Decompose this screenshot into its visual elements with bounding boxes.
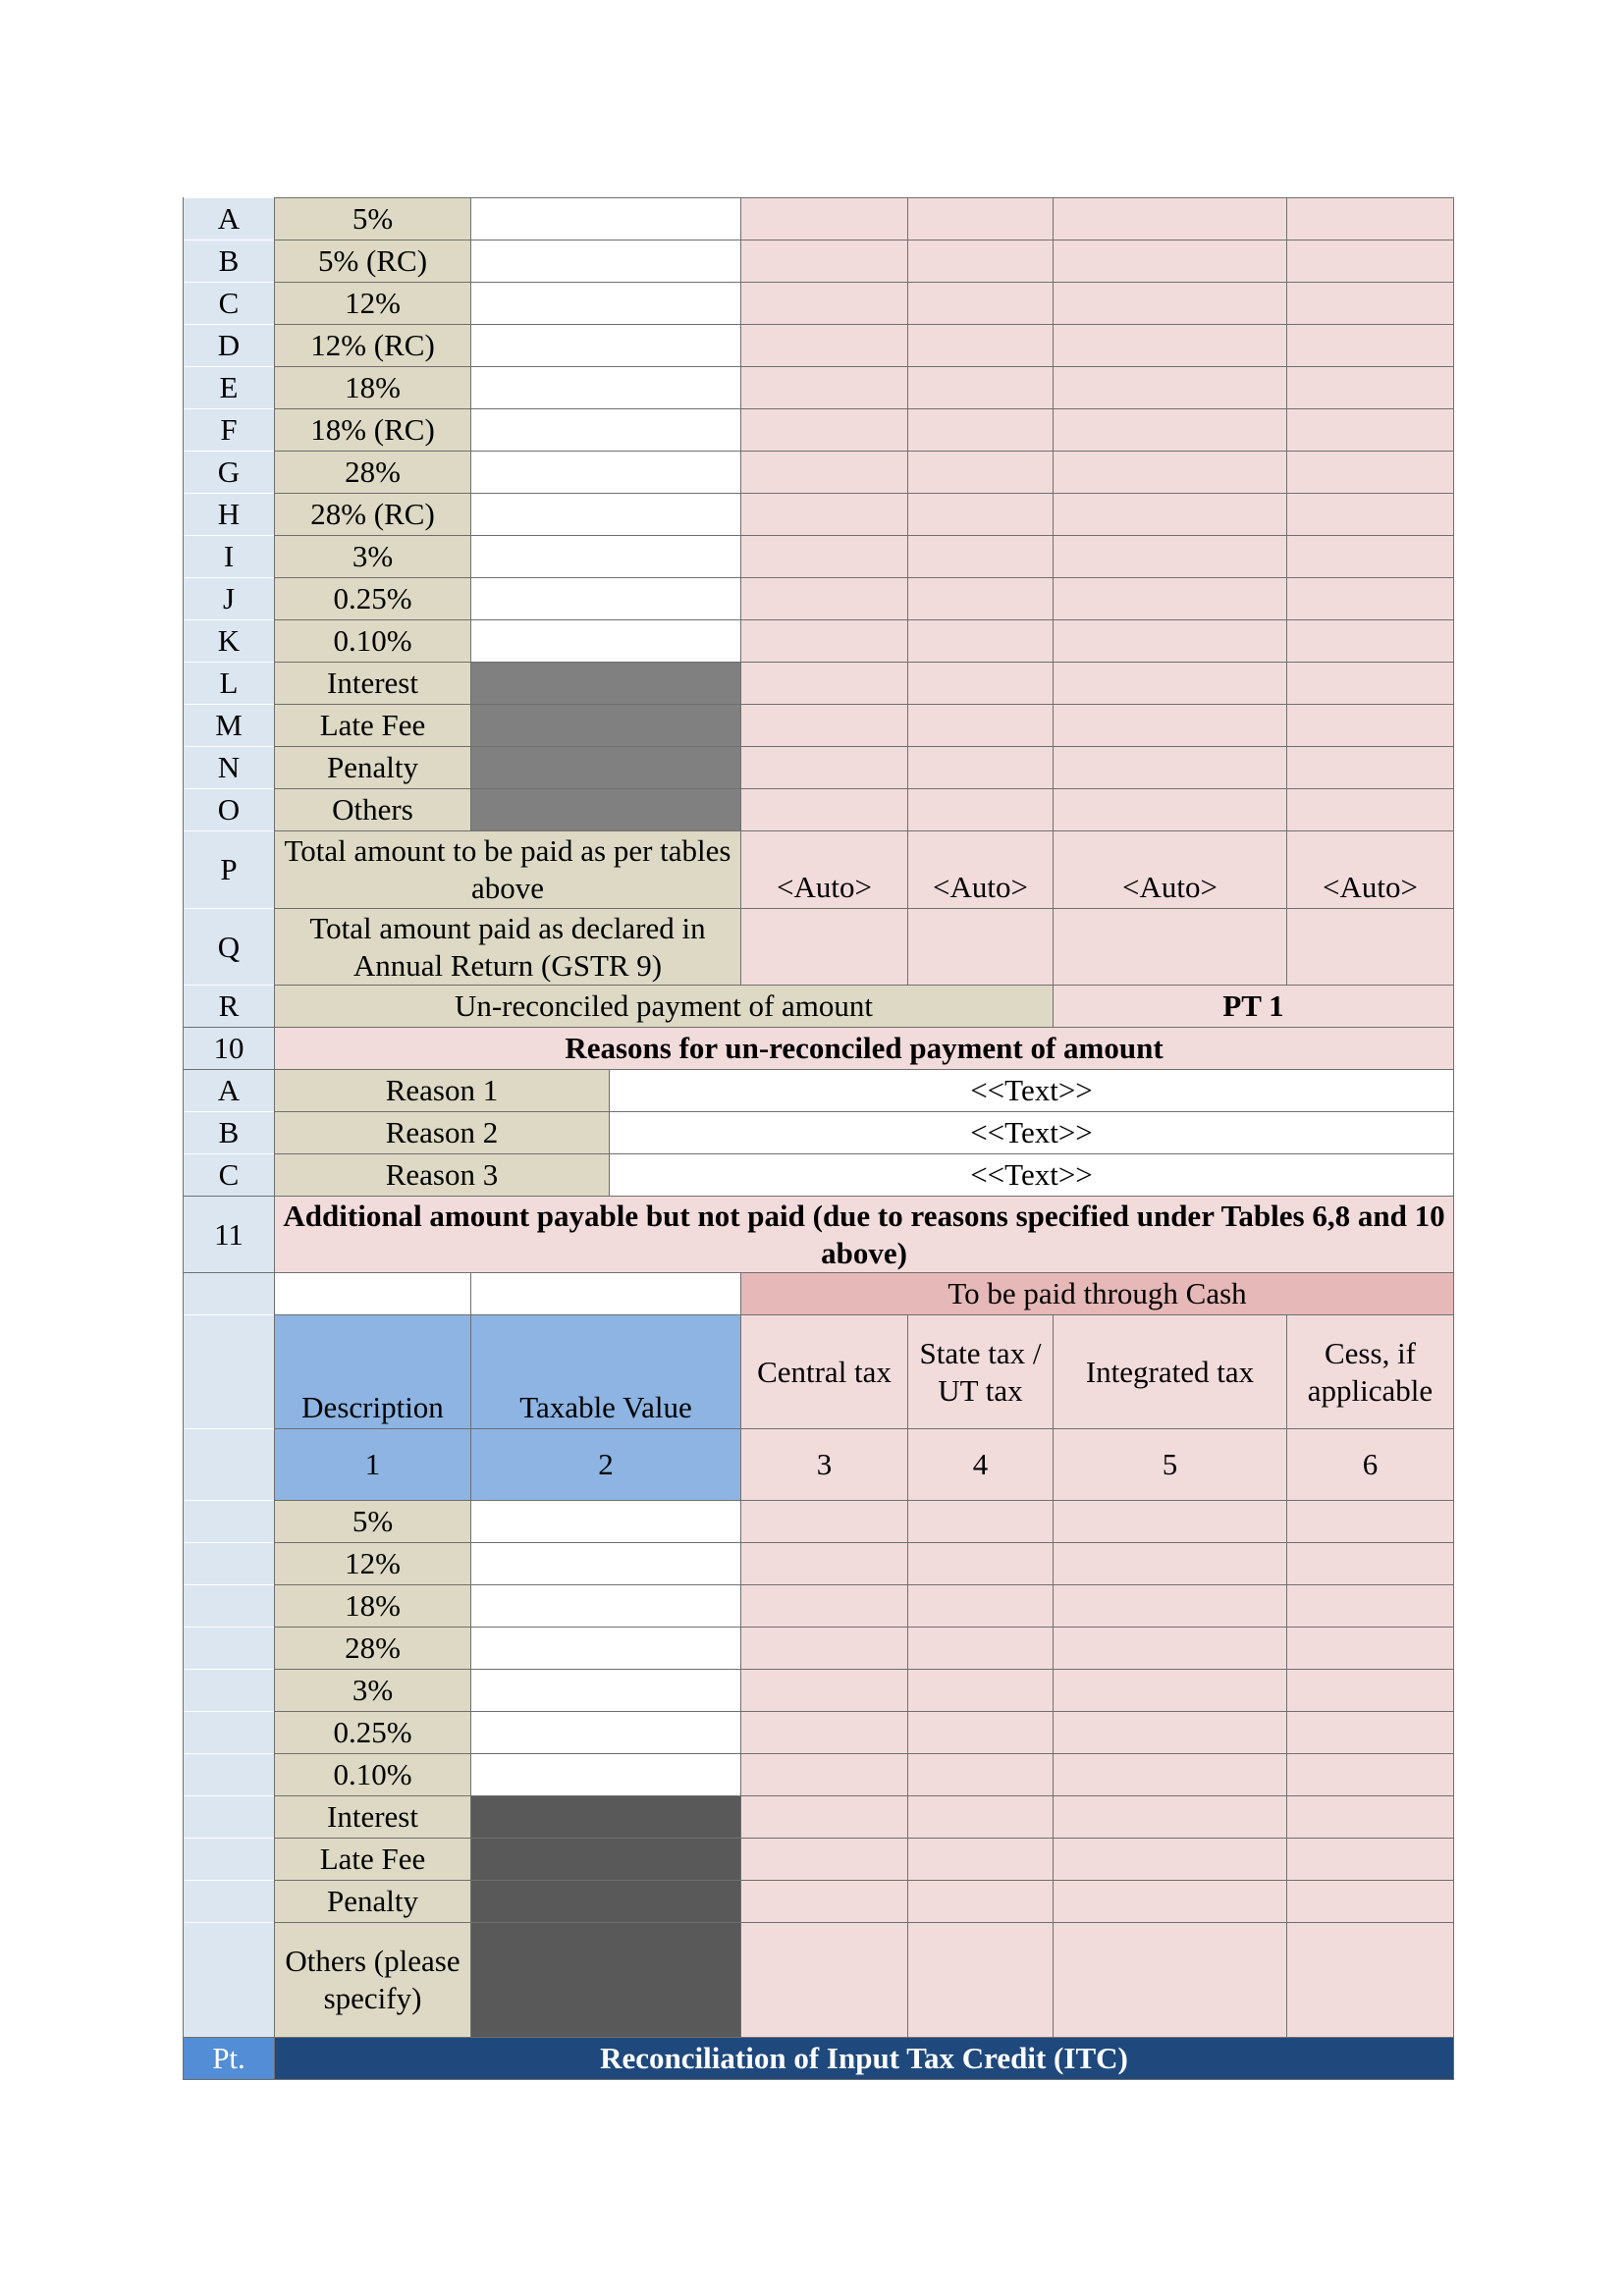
state-tax-cell[interactable] xyxy=(908,325,1054,367)
table-row xyxy=(184,620,1454,663)
state-tax-cell[interactable] xyxy=(908,409,1054,452)
row-description: 28% (RC) xyxy=(275,494,471,536)
cess-cell[interactable] xyxy=(1287,452,1454,494)
integrated-tax-cell[interactable] xyxy=(1054,747,1287,789)
cess-cell[interactable] xyxy=(1287,747,1454,789)
state-tax-cell[interactable] xyxy=(908,1501,1054,1543)
section-10-header xyxy=(184,1028,1454,1070)
state-tax-cell[interactable] xyxy=(908,578,1054,620)
cess-cell[interactable] xyxy=(1287,578,1454,620)
central-tax-cell[interactable] xyxy=(741,240,908,283)
central-tax-cell[interactable] xyxy=(741,452,908,494)
row-letter: A xyxy=(184,198,275,240)
state-tax-cell[interactable] xyxy=(908,1628,1054,1670)
row-letter xyxy=(184,1796,275,1839)
cash-header-row xyxy=(184,1273,1454,1315)
integrated-tax-cell[interactable] xyxy=(1054,1712,1287,1754)
integrated-tax-cell[interactable] xyxy=(1054,452,1287,494)
row-letter: I xyxy=(184,536,275,578)
row-description: 12% (RC) xyxy=(275,325,471,367)
table-row xyxy=(184,198,1454,240)
integrated-tax-cell[interactable] xyxy=(1054,1881,1287,1923)
auto-value: <Auto> xyxy=(1287,831,1454,909)
col-number: 3 xyxy=(741,1429,908,1501)
integrated-tax-cell[interactable] xyxy=(1054,1543,1287,1585)
central-tax-cell[interactable] xyxy=(741,1796,908,1839)
state-tax-cell[interactable] xyxy=(908,198,1054,240)
row-letter: H xyxy=(184,494,275,536)
row-letter: M xyxy=(184,705,275,747)
cess-cell[interactable] xyxy=(1287,663,1454,705)
table-row xyxy=(184,1839,1454,1881)
cess-cell[interactable] xyxy=(1287,325,1454,367)
row-description: Others (please specify) xyxy=(275,1923,471,2038)
table-row xyxy=(184,1796,1454,1839)
disabled-cell xyxy=(471,1923,741,2038)
taxable-value-cell[interactable] xyxy=(471,198,741,240)
table-row xyxy=(184,1923,1454,2038)
row-description: 0.10% xyxy=(275,1754,471,1796)
table-row xyxy=(184,1881,1454,1923)
row-letter: Q xyxy=(184,909,275,986)
row-description: 5% (RC) xyxy=(275,240,471,283)
auto-value: <Auto> xyxy=(908,831,1054,909)
integrated-tax-cell[interactable] xyxy=(1054,789,1287,831)
integrated-tax-cell[interactable] xyxy=(1054,620,1287,663)
table-row xyxy=(184,1670,1454,1712)
table-row xyxy=(184,283,1454,325)
table-row xyxy=(184,663,1454,705)
row-letter xyxy=(184,1881,275,1923)
row-letter: G xyxy=(184,452,275,494)
row-description: 3% xyxy=(275,536,471,578)
central-tax-cell[interactable] xyxy=(741,494,908,536)
row-letter xyxy=(184,1273,275,1315)
row-letter: C xyxy=(184,283,275,325)
row-description: 18% xyxy=(275,367,471,409)
cess-cell[interactable] xyxy=(1287,1712,1454,1754)
table-row xyxy=(184,789,1454,831)
cess-cell[interactable] xyxy=(1287,536,1454,578)
col-number: 6 xyxy=(1287,1429,1454,1501)
row-letter: L xyxy=(184,663,275,705)
row-description: 28% xyxy=(275,452,471,494)
row-description: 12% xyxy=(275,1543,471,1585)
table-row xyxy=(184,325,1454,367)
col-number: 4 xyxy=(908,1429,1054,1501)
integrated-tax-cell[interactable] xyxy=(1054,1501,1287,1543)
cess-cell[interactable] xyxy=(1287,494,1454,536)
state-tax-cell[interactable] xyxy=(908,705,1054,747)
taxable-value-cell[interactable] xyxy=(471,494,741,536)
cess-cell[interactable] xyxy=(1287,705,1454,747)
row-description: 18% xyxy=(275,1585,471,1628)
table-row-unreconciled xyxy=(184,986,1454,1028)
integrated-tax-cell[interactable] xyxy=(1054,198,1287,240)
taxable-value-cell[interactable] xyxy=(471,283,741,325)
cess-cell[interactable] xyxy=(1287,1881,1454,1923)
row-letter xyxy=(184,1628,275,1670)
row-description: 0.25% xyxy=(275,578,471,620)
integrated-tax-cell[interactable] xyxy=(1054,1839,1287,1881)
row-letter xyxy=(184,1543,275,1585)
state-tax-cell[interactable] xyxy=(908,1881,1054,1923)
taxable-value-cell[interactable] xyxy=(471,1670,741,1712)
central-tax-cell[interactable] xyxy=(741,578,908,620)
row-description: 12% xyxy=(275,283,471,325)
central-tax-cell[interactable] xyxy=(741,747,908,789)
integrated-tax-cell[interactable] xyxy=(1054,578,1287,620)
unreconciled-value: PT 1 xyxy=(1054,986,1454,1028)
taxable-value-cell[interactable] xyxy=(471,620,741,663)
state-tax-cell[interactable] xyxy=(908,240,1054,283)
table-row xyxy=(184,1543,1454,1585)
central-tax-cell[interactable] xyxy=(741,1754,908,1796)
central-tax-cell[interactable] xyxy=(741,1881,908,1923)
disabled-cell xyxy=(471,663,741,705)
central-tax-cell[interactable] xyxy=(741,789,908,831)
section-11-header xyxy=(184,1197,1454,1273)
row-description: 5% xyxy=(275,198,471,240)
state-tax-cell[interactable] xyxy=(908,1712,1054,1754)
table-row-total-payable xyxy=(184,831,1454,909)
cess-cell[interactable] xyxy=(1287,367,1454,409)
taxable-value-cell[interactable] xyxy=(471,536,741,578)
table-row xyxy=(184,1628,1454,1670)
integrated-tax-cell[interactable] xyxy=(1054,240,1287,283)
row-letter: J xyxy=(184,578,275,620)
row-letter: E xyxy=(184,367,275,409)
row-letter xyxy=(184,1754,275,1796)
table-row xyxy=(184,452,1454,494)
reason-row xyxy=(184,1112,1454,1154)
central-tax-cell[interactable] xyxy=(741,620,908,663)
integrated-tax-cell[interactable] xyxy=(1054,494,1287,536)
central-tax-cell[interactable] xyxy=(741,909,908,986)
auto-value: <Auto> xyxy=(741,831,908,909)
central-tax-cell[interactable] xyxy=(741,367,908,409)
col-number: 2 xyxy=(471,1429,741,1501)
reason-text-field[interactable]: <<Text>> xyxy=(610,1154,1454,1197)
col-header-cess: Cess, if applicable xyxy=(1287,1315,1454,1429)
integrated-tax-cell[interactable] xyxy=(1054,367,1287,409)
central-tax-cell[interactable] xyxy=(741,1839,908,1881)
cess-cell[interactable] xyxy=(1287,1754,1454,1796)
blank-cell xyxy=(471,1273,741,1315)
central-tax-cell[interactable] xyxy=(741,536,908,578)
row-description: Total amount to be paid as per tables above xyxy=(275,831,741,909)
table-row xyxy=(184,1754,1454,1796)
section-number: 10 xyxy=(184,1028,275,1070)
column-header-row xyxy=(184,1315,1454,1429)
central-tax-cell[interactable] xyxy=(741,663,908,705)
integrated-tax-cell[interactable] xyxy=(1054,283,1287,325)
central-tax-cell[interactable] xyxy=(741,1712,908,1754)
reason-row xyxy=(184,1154,1454,1197)
section-title: Additional amount payable but not paid (due to reasons specified under Tables 6,8 and 10 above) xyxy=(275,1197,1454,1273)
central-tax-cell[interactable] xyxy=(741,198,908,240)
central-tax-cell[interactable] xyxy=(741,409,908,452)
row-description: Late Fee xyxy=(275,1839,471,1881)
table-row-total-paid xyxy=(184,909,1454,986)
integrated-tax-cell[interactable] xyxy=(1054,536,1287,578)
cess-cell[interactable] xyxy=(1287,789,1454,831)
col-header-description: Description xyxy=(275,1315,471,1429)
row-letter: P xyxy=(184,831,275,909)
row-description: 3% xyxy=(275,1670,471,1712)
state-tax-cell[interactable] xyxy=(908,909,1054,986)
disabled-cell xyxy=(471,1839,741,1881)
table-row xyxy=(184,409,1454,452)
integrated-tax-cell[interactable] xyxy=(1054,1923,1287,2038)
integrated-tax-cell[interactable] xyxy=(1054,909,1287,986)
table-row xyxy=(184,494,1454,536)
row-letter: D xyxy=(184,325,275,367)
reason-text-field[interactable]: <<Text>> xyxy=(610,1070,1454,1112)
row-description: Total amount paid as declared in Annual Return (GSTR 9) xyxy=(275,909,741,986)
row-letter xyxy=(184,1429,275,1501)
col-header-integrated-tax: Integrated tax xyxy=(1054,1315,1287,1429)
state-tax-cell[interactable] xyxy=(908,494,1054,536)
row-description: 28% xyxy=(275,1628,471,1670)
table-row xyxy=(184,1712,1454,1754)
central-tax-cell[interactable] xyxy=(741,1923,908,2038)
table-row xyxy=(184,578,1454,620)
integrated-tax-cell[interactable] xyxy=(1054,1670,1287,1712)
state-tax-cell[interactable] xyxy=(908,1839,1054,1881)
state-tax-cell[interactable] xyxy=(908,283,1054,325)
cess-cell[interactable] xyxy=(1287,1839,1454,1881)
part-number: Pt. xyxy=(184,2038,275,2080)
cess-cell[interactable] xyxy=(1287,198,1454,240)
row-letter xyxy=(184,1670,275,1712)
reason-text-field[interactable]: <<Text>> xyxy=(610,1112,1454,1154)
row-description: Late Fee xyxy=(275,705,471,747)
taxable-value-cell[interactable] xyxy=(471,1585,741,1628)
row-letter: F xyxy=(184,409,275,452)
state-tax-cell[interactable] xyxy=(908,663,1054,705)
row-description: 0.10% xyxy=(275,620,471,663)
reason-label: Reason 1 xyxy=(275,1070,610,1112)
table-row xyxy=(184,536,1454,578)
column-number-row xyxy=(184,1429,1454,1501)
reason-row xyxy=(184,1070,1454,1112)
integrated-tax-cell[interactable] xyxy=(1054,1754,1287,1796)
row-letter: B xyxy=(184,1112,275,1154)
part-header-row xyxy=(184,2038,1454,2080)
state-tax-cell[interactable] xyxy=(908,1796,1054,1839)
integrated-tax-cell[interactable] xyxy=(1054,1585,1287,1628)
taxable-value-cell[interactable] xyxy=(471,240,741,283)
cess-cell[interactable] xyxy=(1287,1923,1454,2038)
state-tax-cell[interactable] xyxy=(908,452,1054,494)
integrated-tax-cell[interactable] xyxy=(1054,663,1287,705)
row-letter: R xyxy=(184,986,275,1028)
row-description: Un-reconciled payment of amount xyxy=(275,986,1054,1028)
taxable-value-cell[interactable] xyxy=(471,367,741,409)
disabled-cell xyxy=(471,1796,741,1839)
row-letter: A xyxy=(184,1070,275,1112)
table-row xyxy=(184,240,1454,283)
taxable-value-cell[interactable] xyxy=(471,1754,741,1796)
state-tax-cell[interactable] xyxy=(908,1923,1054,2038)
disabled-cell xyxy=(471,747,741,789)
row-letter xyxy=(184,1839,275,1881)
cess-cell[interactable] xyxy=(1287,1628,1454,1670)
disabled-cell xyxy=(471,1881,741,1923)
row-letter xyxy=(184,1501,275,1543)
row-letter: C xyxy=(184,1154,275,1197)
cess-cell[interactable] xyxy=(1287,1501,1454,1543)
row-letter: N xyxy=(184,747,275,789)
state-tax-cell[interactable] xyxy=(908,1585,1054,1628)
state-tax-cell[interactable] xyxy=(908,620,1054,663)
central-tax-cell[interactable] xyxy=(741,325,908,367)
state-tax-cell[interactable] xyxy=(908,789,1054,831)
taxable-value-cell[interactable] xyxy=(471,452,741,494)
central-tax-cell[interactable] xyxy=(741,1628,908,1670)
state-tax-cell[interactable] xyxy=(908,1754,1054,1796)
integrated-tax-cell[interactable] xyxy=(1054,705,1287,747)
col-number: 5 xyxy=(1054,1429,1287,1501)
part-title: Reconciliation of Input Tax Credit (ITC) xyxy=(275,2038,1454,2080)
row-letter xyxy=(184,1712,275,1754)
col-header-taxable-value: Taxable Value xyxy=(471,1315,741,1429)
taxable-value-cell[interactable] xyxy=(471,1712,741,1754)
reconciliation-table xyxy=(183,197,1454,2080)
taxable-value-cell[interactable] xyxy=(471,325,741,367)
taxable-value-cell[interactable] xyxy=(471,1543,741,1585)
section-title: Reasons for un-reconciled payment of amount xyxy=(275,1028,1454,1070)
row-letter: K xyxy=(184,620,275,663)
cess-cell[interactable] xyxy=(1287,240,1454,283)
col-header-state-tax: State tax / UT tax xyxy=(908,1315,1054,1429)
taxable-value-cell[interactable] xyxy=(471,1501,741,1543)
blank-cell xyxy=(275,1273,471,1315)
row-letter xyxy=(184,1923,275,2038)
disabled-cell xyxy=(471,789,741,831)
row-letter: O xyxy=(184,789,275,831)
row-description: Penalty xyxy=(275,747,471,789)
reason-label: Reason 2 xyxy=(275,1112,610,1154)
central-tax-cell[interactable] xyxy=(741,1501,908,1543)
state-tax-cell[interactable] xyxy=(908,1670,1054,1712)
section-number: 11 xyxy=(184,1197,275,1273)
row-description: 0.25% xyxy=(275,1712,471,1754)
cess-cell[interactable] xyxy=(1287,909,1454,986)
cess-cell[interactable] xyxy=(1287,283,1454,325)
integrated-tax-cell[interactable] xyxy=(1054,1628,1287,1670)
state-tax-cell[interactable] xyxy=(908,1543,1054,1585)
taxable-value-cell[interactable] xyxy=(471,1628,741,1670)
cess-cell[interactable] xyxy=(1287,1543,1454,1585)
table-row xyxy=(184,1501,1454,1543)
col-number: 1 xyxy=(275,1429,471,1501)
col-header-central-tax: Central tax xyxy=(741,1315,908,1429)
cess-cell[interactable] xyxy=(1287,1585,1454,1628)
integrated-tax-cell[interactable] xyxy=(1054,409,1287,452)
central-tax-cell[interactable] xyxy=(741,1543,908,1585)
integrated-tax-cell[interactable] xyxy=(1054,1796,1287,1839)
central-tax-cell[interactable] xyxy=(741,1585,908,1628)
state-tax-cell[interactable] xyxy=(908,367,1054,409)
integrated-tax-cell[interactable] xyxy=(1054,325,1287,367)
cess-cell[interactable] xyxy=(1287,409,1454,452)
table-row xyxy=(184,747,1454,789)
row-description: 5% xyxy=(275,1501,471,1543)
row-description: 18% (RC) xyxy=(275,409,471,452)
row-description: Others xyxy=(275,789,471,831)
row-description: Penalty xyxy=(275,1881,471,1923)
disabled-cell xyxy=(471,705,741,747)
central-tax-cell[interactable] xyxy=(741,705,908,747)
state-tax-cell[interactable] xyxy=(908,536,1054,578)
row-letter xyxy=(184,1585,275,1628)
reason-label: Reason 3 xyxy=(275,1154,610,1197)
table-row xyxy=(184,1585,1454,1628)
taxable-value-cell[interactable] xyxy=(471,578,741,620)
row-letter: B xyxy=(184,240,275,283)
central-tax-cell[interactable] xyxy=(741,283,908,325)
cess-cell[interactable] xyxy=(1287,1796,1454,1839)
row-description: Interest xyxy=(275,1796,471,1839)
cess-cell[interactable] xyxy=(1287,1670,1454,1712)
table-row xyxy=(184,705,1454,747)
taxable-value-cell[interactable] xyxy=(471,409,741,452)
cess-cell[interactable] xyxy=(1287,620,1454,663)
central-tax-cell[interactable] xyxy=(741,1670,908,1712)
auto-value: <Auto> xyxy=(1054,831,1287,909)
state-tax-cell[interactable] xyxy=(908,747,1054,789)
cash-header: To be paid through Cash xyxy=(741,1273,1454,1315)
table-row xyxy=(184,367,1454,409)
row-description: Interest xyxy=(275,663,471,705)
row-letter xyxy=(184,1315,275,1429)
